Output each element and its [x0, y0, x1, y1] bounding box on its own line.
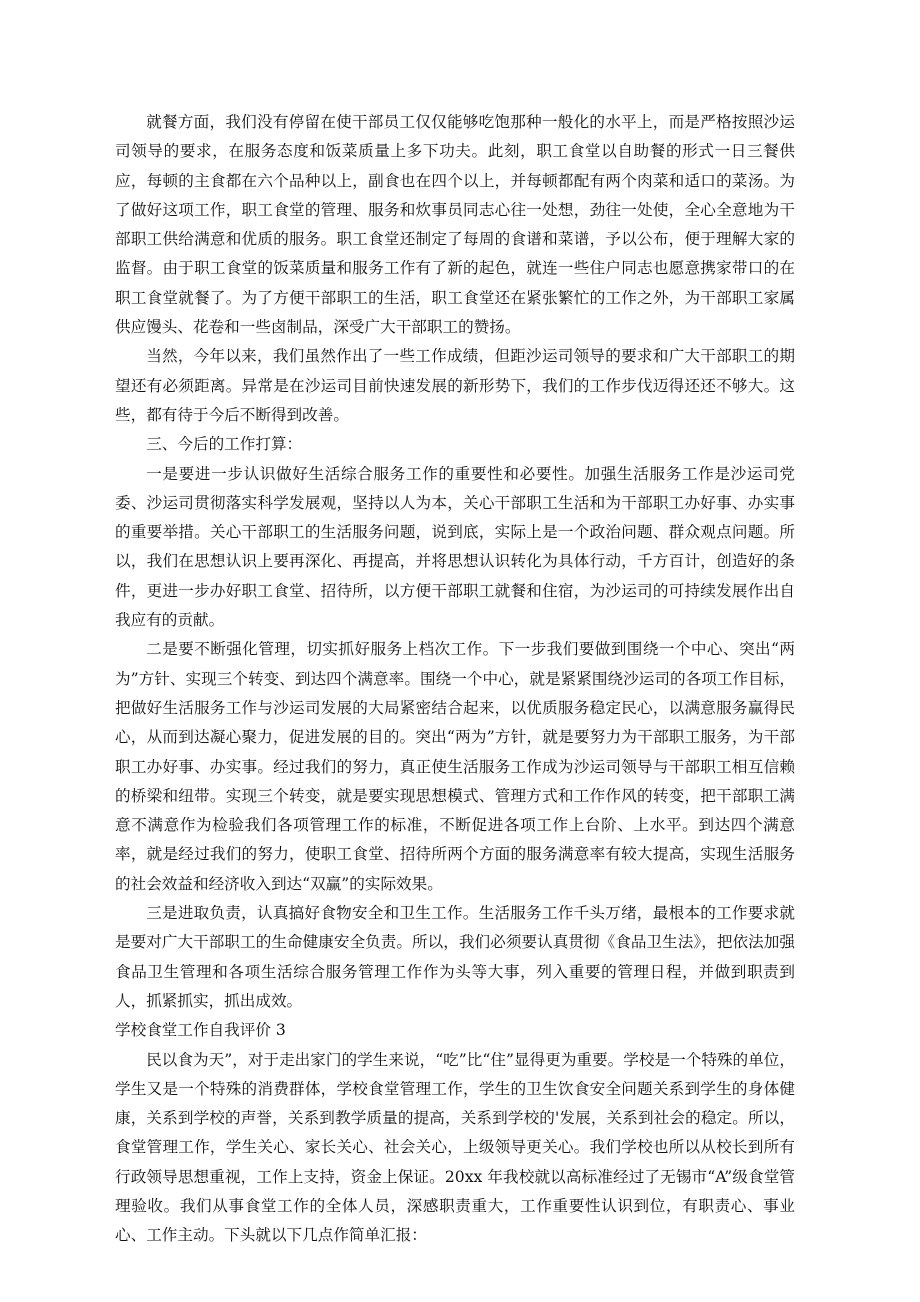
section-heading-future-plans: 三、今后的工作打算： [146, 435, 303, 454]
paragraph-plan-one: 一是要进一步认识做好生活综合服务工作的重要性和必要性。加强生活服务工作是沙运司党委、沙运司贯彻落实科学发展观，坚持以人为本，关心干部职工生活和为干部职工办好事、办实事的重要举措。关心干部职工的生活服务问题，说到底，实际上是一个政治问题、群众观点问题。所以，我们在思想认识上要再深化、再提高，并将思想认识转化为具体行动，千方百计，创造好的条件，更进一步办好职工食堂、招待所，以方便干部职工就餐和住宿，为沙运司的可持续发展作出自我应有的贡献。 [115, 464, 795, 630]
paragraph-plan-two: 二是要不断强化管理，切实抓好服务上档次工作。下一步我们要做到围绕一个中心、突出“两为”方针、实现三个转变、到达四个满意率。围绕一个中心，就是紧紧围绕沙运司的各项工作目标，把做好生活服务工作与沙运司发展的大局紧密结合起来，以优质服务稳定民心，以满意服务赢得民心，从而到达凝心聚力，促进发展的目的。突出“两为”方针，就是要努力为干部职工服务，为干部职工办好事、办实事。经过我们的努力，真正使生活服务工作成为沙运司领导与干部职工相互信赖的桥梁和纽带。实现三个转变，就是要实现思想模式、管理方式和工作作风的转变，把干部职工满意不满意作为检验我们各项管理工作的标准，不断促进各项工作上台阶、上水平。到达四个满意率，就是经过我们的努力，使职工食堂、招待所两个方面的服务满意率有较大提高，实现生活服务的社会效益和经济收入到达“双赢”的实际效果。 [115, 640, 795, 893]
paragraph-shortcomings: 当然，今年以来，我们虽然作出了一些工作成绩，但距沙运司领导的要求和广大干部职工的期望还有必须距离。异常是在沙运司目前快速发展的新形势下，我们的工作步伐迈得还还不够大。这些，都有待于今后不断得到改善。 [115, 347, 795, 424]
document-body [115, 108, 795, 1251]
paragraph-food-importance: 民以食为天”，对于走出家门的学生来说，“吃”比“住”显得更为重要。学校是一个特殊的单位，学生又是一个特殊的消费群体，学校食堂管理工作，学生的卫生饮食安全问题关系到学生的身体健康，关系到学校的声誉，关系到教学质量的提高，关系到学校的'发展，关系到社会的稳定。所以，食堂管理工作，学生关心、家长关心、社会关心，上级领导更关心。我们学校也所以从校长到所有行政领导思想重视，工作上支持，资金上保证。20xx 年我校就以高标准经过了无锡市“A”级食堂管理验收。我们从事食堂工作的全体人员，深感职责重大，工作重要性认识到位，有职责心、事业心、工作主动。下头就以下几点作简单汇报： [115, 1050, 795, 1245]
paragraph-plan-three: 三是进取负责，认真搞好食物安全和卫生工作。生活服务工作千头万绪，最根本的工作要求就是要对广大干部职工的生命健康安全负责。所以，我们必须要认真贯彻《食品卫生法》，把依法加强食品卫生管理和各项生活综合服务管理工作作为头等大事，列入重要的管理日程，并做到职责到人，抓紧抓实，抓出成效。 [115, 904, 795, 1010]
section-title-self-evaluation-3: 学校食堂工作自我评价 3 [115, 1021, 286, 1040]
paragraph-dining: 就餐方面，我们没有停留在使干部员工仅仅能够吃饱那种一般化的水平上，而是严格按照沙运司领导的要求，在服务态度和饭菜质量上多下功夫。此刻，职工食堂以自助餐的形式一日三餐供应，每顿的主食都在六个品种以上，副食也在四个以上，并每顿都配有两个肉菜和适口的菜汤。为了做好这项工作，职工食堂的管理、服务和炊事员同志心往一处想，劲往一处使，全心全意地为干部职工供给满意和优质的服务。职工食堂还制定了每周的食谱和菜谱，予以公布，便于理解大家的监督。由于职工食堂的饭菜质量和服务工作有了新的起色，就连一些住户同志也愿意携家带口的在职工食堂就餐了。为了方便干部职工的生活，职工食堂还在紧张繁忙的工作之外，为干部职工家属供应馒头、花卷和一些卤制品，深受广大干部职工的赞扬。 [115, 113, 795, 337]
